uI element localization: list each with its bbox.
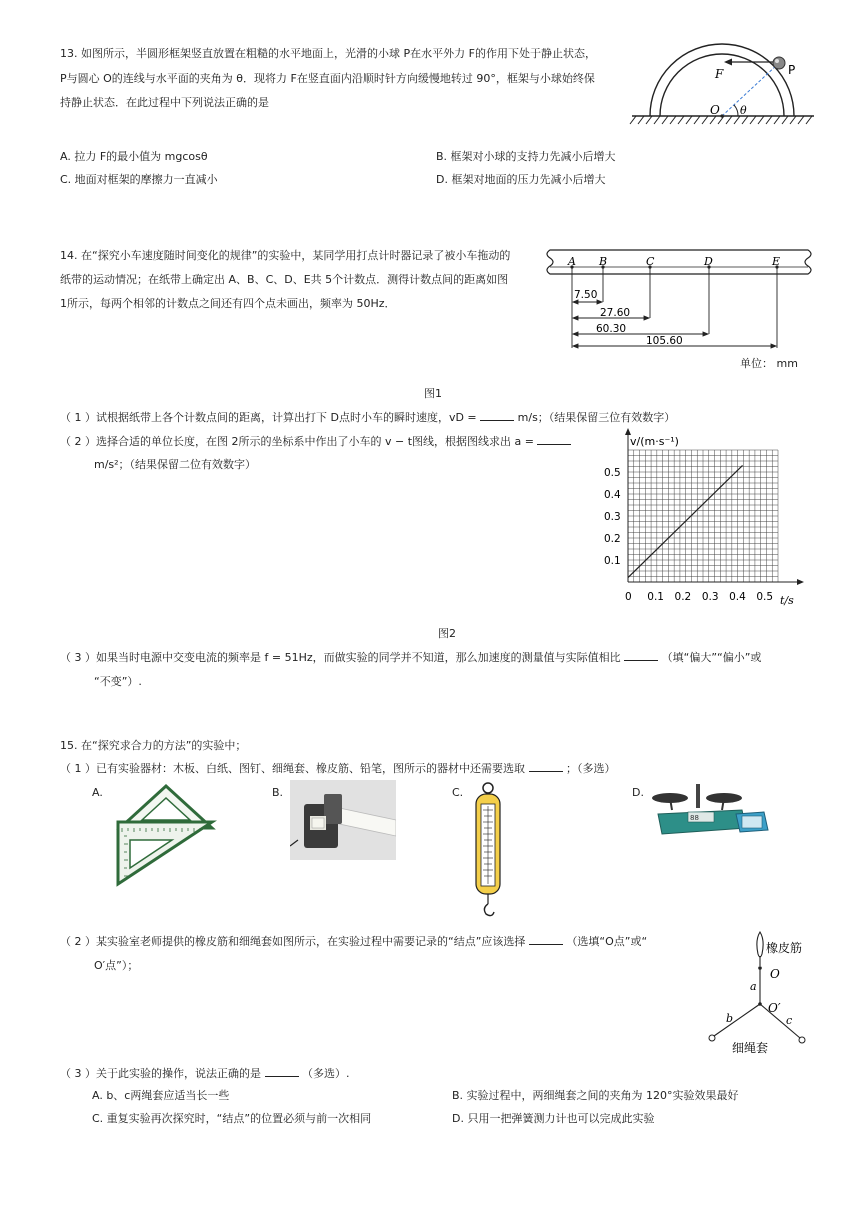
figure-2-caption: 图2 (438, 627, 456, 640)
force-label-F: F (715, 67, 724, 81)
q15-option-a: A. b、c两绳套应适当长一些 (92, 1089, 230, 1102)
knot-label-o: O (770, 967, 780, 981)
y-tick-label: 0.4 (604, 489, 621, 501)
tape-point-a: A (568, 255, 576, 268)
spark-timer-image (290, 780, 396, 860)
q14-sub3: （ 3 ）如果当时电源中交变电流的频率是 f = 51Hz，而做实验的同学并不知道，那么加速度的测量值与实际值相比 （填“偏大”“偏小”或 (60, 651, 762, 664)
vt-x-axis-label: t/s (780, 594, 794, 607)
y-axis-arrow (625, 428, 631, 435)
rubber-band-label: 橡皮筋 (766, 941, 803, 955)
center-label-O: O (710, 103, 720, 117)
vt-graph (592, 428, 814, 610)
x-tick-label: 0.5 (756, 591, 774, 603)
rope-label-c: c (786, 1014, 793, 1027)
q14-text-line3: 1所示，每两个相邻的计数点之间还有四个点未画出，频率为 50Hz． (60, 297, 396, 310)
q14-sub1: （ 1 ）试根据纸带上各个计数点间的距离，计算出打下 D点时小车的瞬时速度，vD = m/s；（结果保留三位有效数字） (60, 411, 676, 424)
tape-point-e: E (772, 255, 781, 268)
q15-option-b: B. 实验过程中，两细绳套之间的夹角为 120°实验效果最好 (452, 1089, 739, 1102)
angle-label-theta: θ (740, 104, 747, 117)
x-tick-label: 0.3 (701, 591, 719, 603)
answer-blank-acceleration[interactable] (537, 434, 571, 445)
rubber-band-rope-figure (700, 926, 820, 1056)
q13-option-b: B. 框架对小球的支持力先减小后增大 (436, 150, 616, 163)
tape-point-b: B (599, 255, 608, 268)
q13-option-d: D. 框架对地面的压力先减小后增大 (436, 173, 606, 186)
tape-distance-ac: 27.60 (600, 307, 631, 319)
y-tick-label: 0.3 (604, 511, 621, 523)
equipment-label-d: D. (632, 786, 644, 799)
tape-point-c: C (646, 255, 655, 268)
tape-distance-ab: 7.50 (574, 289, 598, 301)
vt-y-axis-label: v/(m·s⁻¹) (630, 435, 679, 448)
q14-sub2: （ 2 ）选择合适的单位长度，在图 2所示的坐标系中作出了小车的 v − t图线，根据图线求出 a = (60, 434, 571, 449)
answer-blank-equipment[interactable] (529, 761, 563, 772)
q13-text-line1: 13. 如图所示，半圆形框架竖直放置在粗糙的水平地面上，光滑的小球 P在水平外力 F的作用下处于静止状态， (60, 47, 596, 60)
q13-option-c: C. 地面对框架的摩擦力一直减小 (60, 173, 218, 186)
x-tick-label: 0 (625, 591, 632, 603)
answer-blank-knot[interactable] (529, 934, 563, 945)
balance-readout: 88 (690, 814, 699, 822)
q15-sub2: （ 2 ）某实验室老师提供的橡皮筋和细绳套如图所示，在实验过程中需要记录的“结点”应该选择 （选填“O点”或“ (60, 935, 648, 948)
figure-1-caption: 图1 (424, 387, 442, 400)
x-axis-arrow (797, 579, 804, 585)
tape-distance-ae: 105.60 (646, 335, 683, 347)
rope-loop-label: 细绳套 (732, 1041, 769, 1055)
q13-option-a: A. 拉力 F的最小值为 mgcosθ (60, 150, 208, 163)
spring-scale-image (470, 780, 506, 920)
tape-unit: 单位： mm (740, 357, 798, 370)
rope-label-b: b (726, 1012, 734, 1025)
paper-tape-figure (546, 240, 814, 352)
q14-sub3-line2: “不变”）. (94, 675, 142, 688)
set-square-image (112, 780, 218, 888)
q14-text-line2: 纸带的运动情况；在纸带上确定出 A、B、C、D、E共 5个计数点．测得计数点间的距离如图 (60, 273, 509, 286)
rope-label-a: a (750, 980, 757, 993)
q13-text-line2: P与圆心 O的连线与水平面的夹角为 θ．现将力 F在竖直面内沿顺时针方向缓慢地转过 90°，框架与小球始终保 (60, 72, 595, 85)
balance-scale-image (650, 780, 774, 844)
equipment-label-b: B. (272, 786, 284, 799)
x-tick-label: 0.4 (729, 591, 746, 603)
x-tick-label: 0.1 (647, 591, 664, 603)
ball-label-P: P (788, 63, 796, 77)
y-tick-label: 0.5 (604, 467, 621, 479)
x-tick-label: 0.2 (674, 591, 692, 603)
equipment-label-a: A. (92, 786, 103, 799)
knot-label-o-prime: O′ (768, 1001, 781, 1015)
q13-text-line3: 持静止状态．在此过程中下列说法正确的是 (60, 96, 269, 109)
y-tick-label: 0.2 (604, 533, 621, 545)
tape-point-d: D (704, 255, 713, 268)
q15-option-c: C. 重复实验再次探究时，“结点”的位置必须与前一次相同 (92, 1112, 372, 1125)
answer-blank-operation[interactable] (265, 1066, 299, 1077)
y-tick-label: 0.1 (604, 555, 621, 567)
q15-sub3: （ 3 ）关于此实验的操作，说法正确的是 （多选）. (60, 1067, 350, 1080)
q15-option-d: D. 只用一把弹簧测力计也可以完成此实验 (452, 1112, 655, 1125)
q14-sub2-unit: m/s²；（结果保留二位有效数字） (94, 458, 257, 471)
semicircle-frame-figure (628, 18, 818, 134)
q15-sub1: （ 1 ）已有实验器材：木板、白纸、图钉、细绳套、橡皮筋、铅笔，图所示的器材中还需要选取 ；（多选） (60, 762, 616, 775)
q15-sub2-line2: O′点”）； (94, 959, 139, 972)
q15-text-line1: 15. 在“探究求合力的方法”的实验中； (60, 739, 247, 752)
q14-text-line1: 14. 在“探究小车速度随时间变化的规律”的实验中，某同学用打点计时器记录了被小车拖动的 (60, 249, 511, 262)
answer-blank-vd[interactable] (480, 410, 514, 421)
tape-distance-ad: 60.30 (596, 323, 627, 335)
answer-blank-bias[interactable] (624, 650, 658, 661)
equipment-label-c: C. (452, 786, 464, 799)
